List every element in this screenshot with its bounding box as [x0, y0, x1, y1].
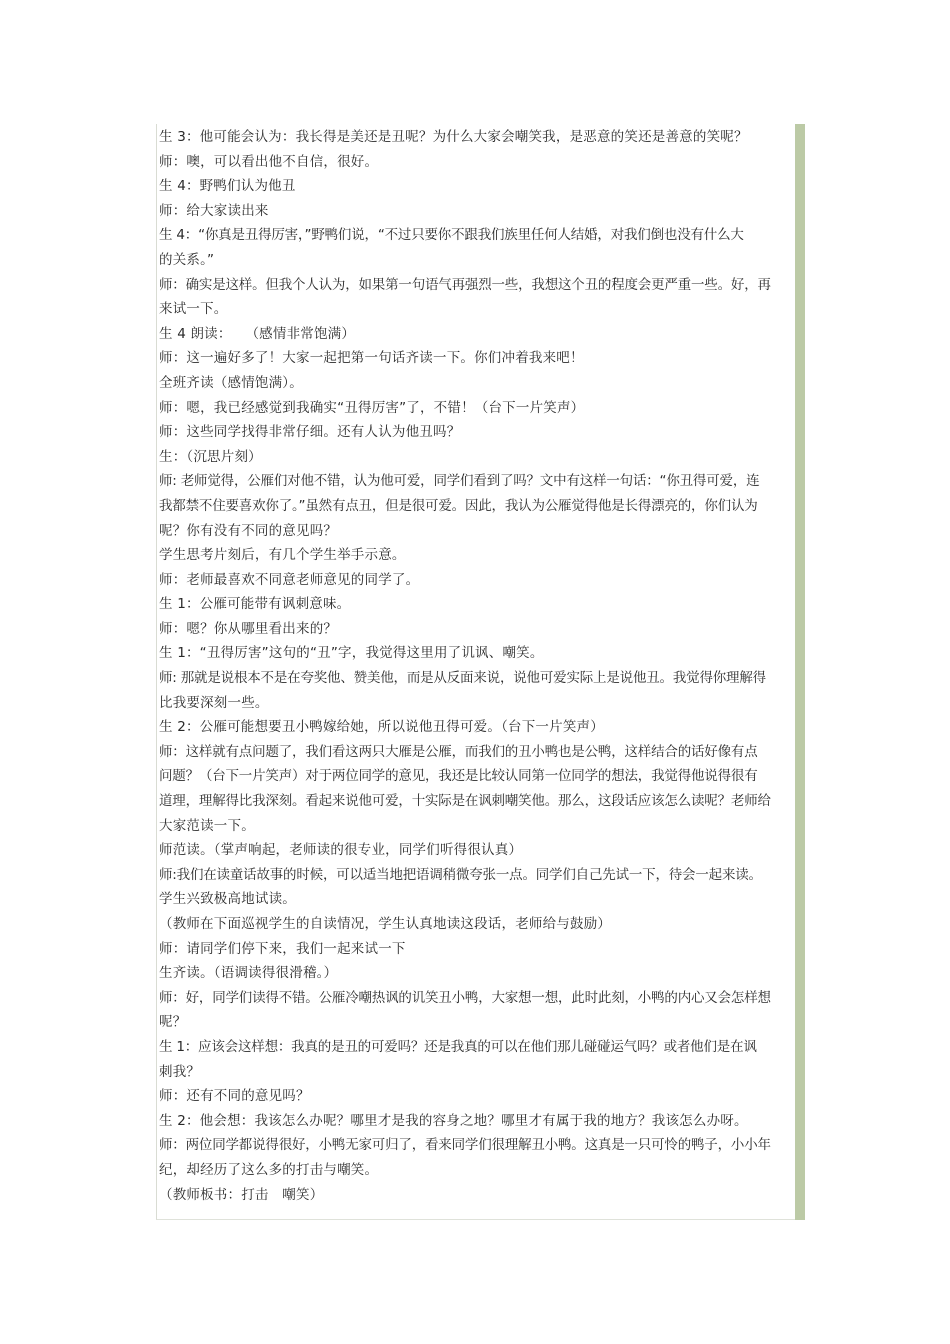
text-line: 师：好，同学们读得不错。公雁冷嘲热讽的讥笑丑小鸭，大家想一想，此时此刻，小鸭的内心又会怎样想 — [159, 989, 771, 1006]
text-line: 的关系。” — [159, 251, 215, 268]
text-line: 学生思考片刻后，有几个学生举手示意。 — [159, 547, 406, 564]
text-line: 生：（沉思片刻） — [159, 448, 262, 465]
text-line: 师：这些同学找得非常仔细。还有人认为他丑吗？ — [159, 424, 461, 441]
text-line: 刺我？ — [159, 1063, 201, 1080]
text-line: 生齐读。（语调读得很滑稽。） — [159, 965, 338, 982]
text-line: 师: 老师觉得，公雁们对他不错，认为他可爱，同学们看到了吗？文中有这样一句话：“你丑得可爱，连 — [159, 473, 760, 490]
text-line: 师：噢，可以看出他不自信，很好。 — [159, 153, 379, 170]
text-line: 我都禁不住要喜欢你了。”虽然有点丑，但是很可爱。因此，我认为公雁觉得他是长得漂亮的，你们认为 — [159, 497, 758, 514]
text-line: 学生兴致极高地试读。 — [159, 891, 296, 908]
text-line: （教师在下面巡视学生的自读情况，学生认真地读这段话，老师给与鼓励） — [159, 916, 612, 932]
text-line: 道理，理解得比我深刻。看起来说他可爱，十实际是在讽刺嘲笑他。那么，这段话应该怎么读呢？老师给 — [159, 793, 771, 810]
text-line: 师：请同学们停下来，我们一起来试一下 — [159, 940, 406, 957]
text-line: 比我要深刻一些。 — [159, 694, 269, 711]
text-line: 生 3：他可能会认为：我长得是美还是丑呢？为什么大家会嘲笑我，是恶意的笑还是善意的笑呢？ — [159, 129, 748, 145]
text-line: 大家范读一下。 — [159, 817, 255, 834]
text-line: 生 1：“丑得厉害”这句的“丑”字，我觉得这里用了讥讽、嘲笑。 — [159, 645, 544, 662]
decorative-side-bar — [795, 124, 805, 1220]
text-line: 师：老师最喜欢不同意老师意见的同学了。 — [159, 571, 420, 588]
text-line: 师：给大家读出来 — [159, 202, 269, 219]
text-line: 师：这样就有点问题了，我们看这两只大雁是公雁，而我们的丑小鸭也是公鸭，这样结合的话好像有点 — [159, 743, 758, 760]
text-line: 来试一下。 — [159, 301, 228, 318]
text-line: 师: 那就是说根本不是在夸奖他、赞美他，而是从反面来说，说他可爱实际上是说他丑。我觉得你理解得 — [159, 670, 766, 687]
text-line: 师：还有不同的意见吗？ — [159, 1088, 310, 1105]
text-line: 师：嗯，我已经感觉到我确实“丑得厉害”了，不错！（台下一片笑声） — [159, 399, 585, 416]
text-line: 师：确实是这样。但我个人认为，如果第一句语气再强烈一些，我想这个丑的程度会更严重一些。好，再 — [159, 276, 771, 293]
text-line: 生 1：公雁可能带有讽刺意味。 — [159, 596, 351, 613]
text-line: 纪，却经历了这么多的打击与嘲笑。 — [159, 1161, 379, 1178]
text-line: 师：两位同学都说得很好，小鸭无家可归了，看来同学们很理解丑小鸭。这真是一只可怜的鸭子，小小年 — [159, 1137, 771, 1154]
text-line: 生 4：“你真是丑得厉害，”野鸭们说，“不过只要你不跟我们族里任何人结婚，对我们倒也没有什么大 — [159, 227, 744, 244]
text-line: 师范读。（掌声响起，老师读的很专业，同学们听得很认真） — [159, 842, 523, 859]
text-line: 生 4：野鸭们认为他丑 — [159, 178, 296, 195]
text-line: （教师板书：打击 嘲笑） — [159, 1186, 324, 1203]
text-line: 生 4 朗读： （感情非常饱满） — [159, 325, 356, 342]
lesson-transcript — [156, 124, 795, 1220]
text-line: 生 2：公雁可能想要丑小鸭嫁给她，所以说他丑得可爱。（台下一片笑声） — [159, 719, 604, 736]
text-line: 呢？ — [159, 1014, 187, 1031]
text-line: 生 1：应该会这样想：我真的是丑的可爱吗？还是我真的可以在他们那儿碰碰运气吗？或者他们是在讽 — [159, 1038, 757, 1055]
text-line: 全班齐读（感情饱满）。 — [159, 374, 303, 391]
text-line: 师:我们在读童话故事的时候，可以适当地把语调稍微夸张一点。同学们自己先试一下，待会一起来读。 — [159, 866, 762, 883]
text-line: 师：这一遍好多了！大家一起把第一句话齐读一下。你们冲着我来吧！ — [159, 350, 584, 367]
text-line: 呢？你有没有不同的意见吗？ — [159, 522, 338, 539]
text-line: 生 2：他会想：我该怎么办呢？哪里才是我的容身之地？哪里才有属于我的地方？我该怎么办呀。 — [159, 1112, 748, 1129]
text-line: 问题？（台下一片笑声）对于两位同学的意见，我还是比较认同第一位同学的想法，我觉得他说得很有 — [159, 768, 758, 785]
text-line: 师：嗯？你从哪里看出来的？ — [159, 620, 338, 637]
